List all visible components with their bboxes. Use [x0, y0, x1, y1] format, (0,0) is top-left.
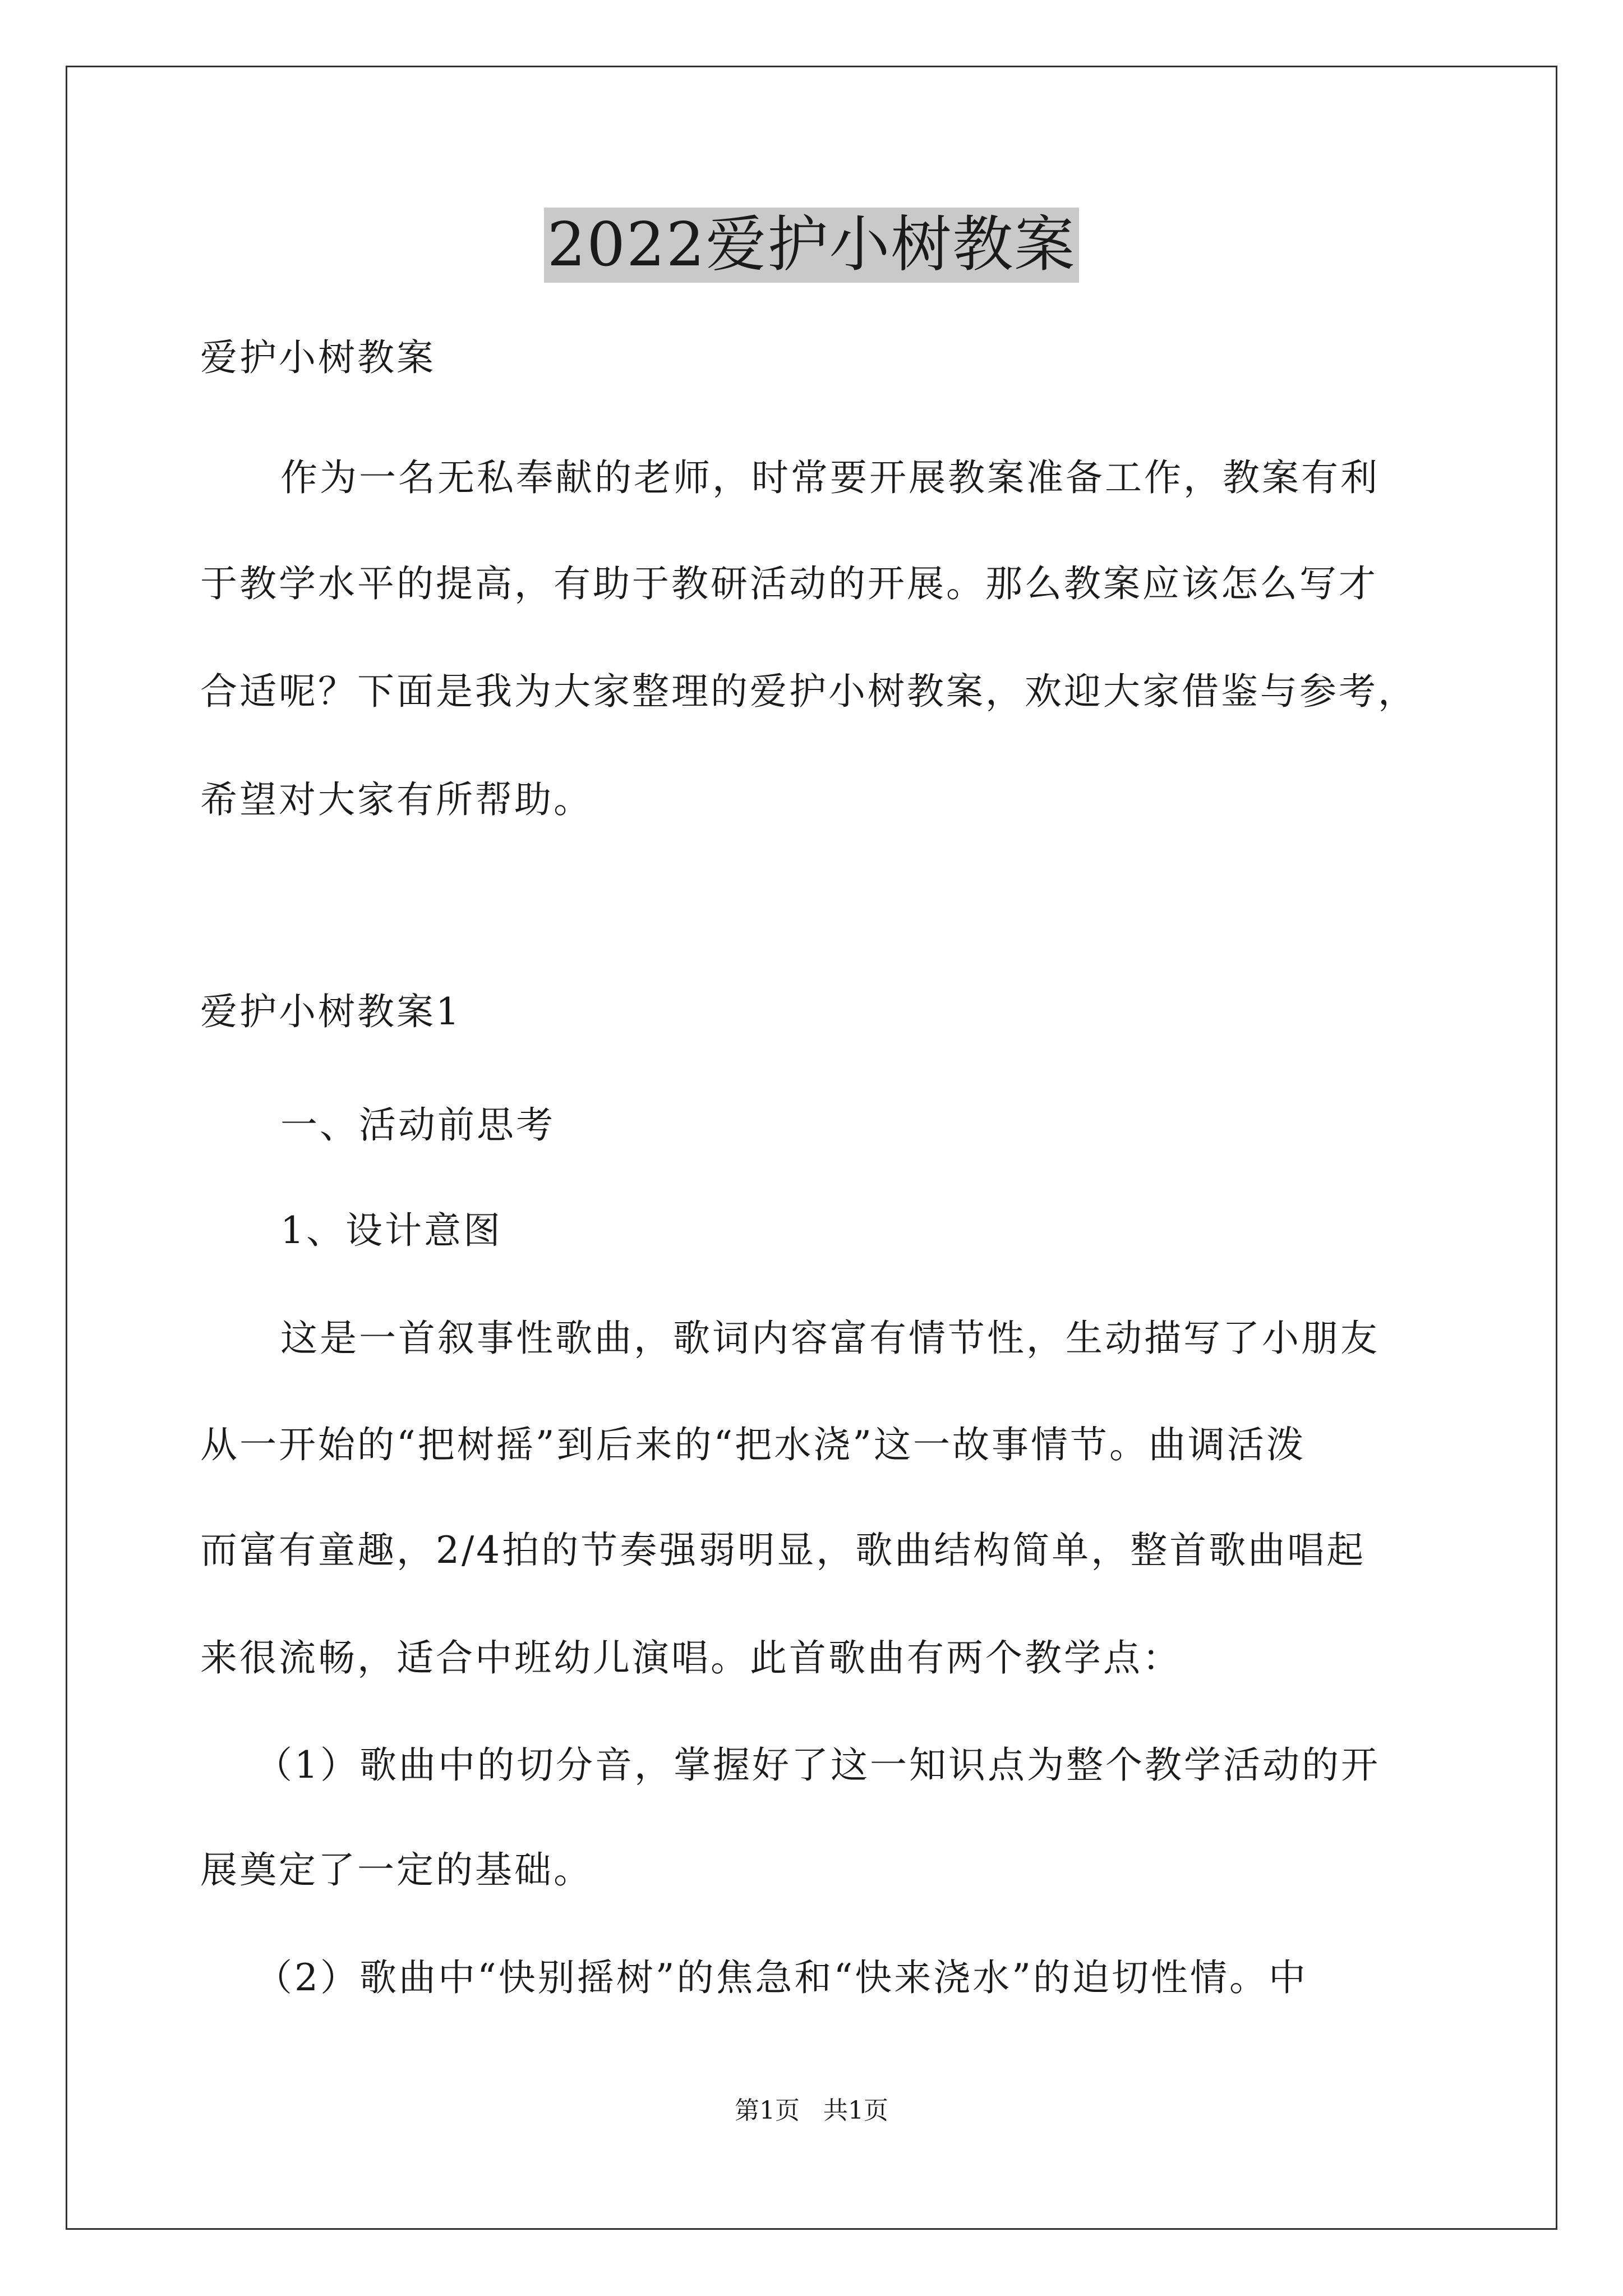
paragraph-line: 作为一名无私奉献的老师，时常要开展教案准备工作，教案有利 — [280, 456, 1380, 499]
paragraph-line: 从一开始的“把树摇”到后来的“把水浇”这一故事情节。曲调活泼 — [200, 1423, 1306, 1466]
paragraph-line: （2）歌曲中“快别摇树”的焦急和“快来浇水”的迫切性情。中 — [255, 1956, 1308, 1999]
paragraph-line: 来很流畅，适合中班幼儿演唱。此首歌曲有两个教学点： — [200, 1636, 1182, 1680]
paragraph-line: 展奠定了一定的基础。 — [200, 1848, 593, 1892]
page-footer: 第1页 共1页 — [735, 2096, 888, 2125]
paragraph-line: 于教学水平的提高，有助于教研活动的开展。那么教案应该怎么写才 — [200, 562, 1378, 605]
title-container — [0, 208, 1623, 283]
paragraph-line: （1）歌曲中的切分音，掌握好了这一知识点为整个教学活动的开 — [255, 1743, 1380, 1787]
paragraph-line: 这是一首叙事性歌曲，歌词内容富有情节性，生动描写了小朋友 — [280, 1317, 1380, 1360]
page-border — [66, 66, 1557, 2230]
section-heading: 爱护小树教案 — [200, 336, 436, 379]
section-heading: 爱护小树教案1 — [200, 990, 462, 1033]
paragraph-line: 合适呢？下面是我为大家整理的爱护小树教案，欢迎大家借鉴与参考， — [200, 670, 1417, 713]
paragraph-line: 而富有童趣，2/4拍的节奏强弱明显，歌曲结构简单，整首歌曲唱起 — [200, 1529, 1366, 1572]
subsection-heading: 1、设计意图 — [280, 1209, 502, 1252]
document-title: 2022爱护小树教案 — [544, 208, 1080, 283]
subsection-heading: 一、活动前思考 — [280, 1103, 555, 1147]
paragraph-line: 希望对大家有所帮助。 — [200, 778, 593, 821]
